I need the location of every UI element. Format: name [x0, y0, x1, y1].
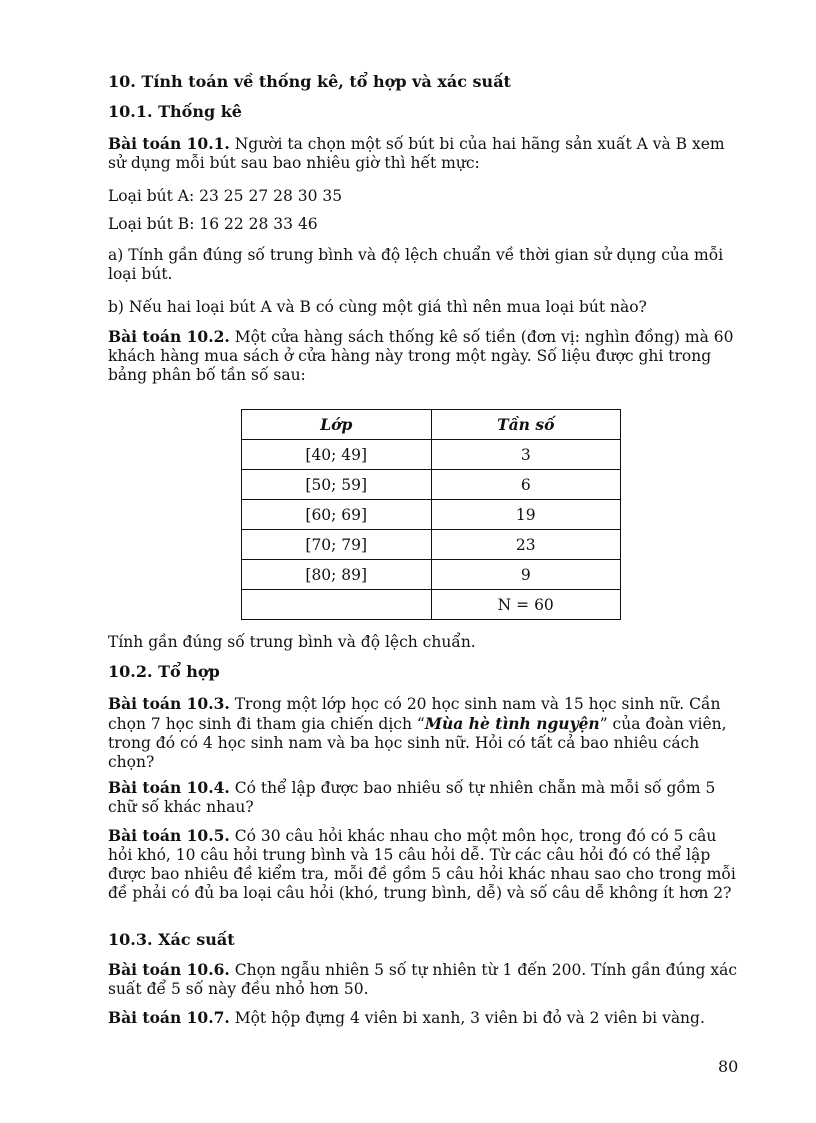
pen-b-data: Loại bút B: 16 22 28 33 46 [108, 215, 318, 233]
problem-text: Một cửa hàng sách thống kê số tiền (đơn vị: nghìn đồng) mà 60 khách hàng mua sách ở cửa hàng này trong một ngày. Số liệu được ghi trong bảng phân bố tần số sau: [108, 328, 734, 384]
table-row [242, 530, 621, 560]
problem-text: ” của đoàn viên, trong đó có 4 học sinh nam và ba học sinh nữ. Hỏi có tất cả bao nhiêu cách chọn? [108, 715, 727, 771]
problem-label: Bài toán 10.5. [108, 826, 230, 845]
table-cell: 9 [431, 560, 621, 590]
question-10-2: Tính gần đúng số trung bình và độ lệch chuẩn. [108, 633, 476, 651]
table-cell: 19 [431, 500, 621, 530]
table-cell: [70; 79] [242, 530, 432, 560]
question-10-1-b: b) Nếu hai loại bút A và B có cùng một giá thì nên mua loại bút nào? [108, 298, 647, 316]
table-cell-total: N = 60 [431, 590, 621, 620]
problem-10-6 [108, 960, 744, 999]
section-heading-10: 10. Tính toán về thống kê, tổ hợp và xác suất [108, 72, 511, 91]
problem-label: Bài toán 10.6. [108, 960, 230, 979]
problem-10-3 [108, 694, 744, 772]
page-number: 80 [718, 1057, 739, 1076]
table-cell: [60; 69] [242, 500, 432, 530]
table-row [242, 470, 621, 500]
problem-text: Người ta chọn một số bút bi của hai hãng sản xuất A và B xem sử dụng mỗi bút sau bao nhiêu giờ thì hết mực: [108, 135, 725, 172]
table-row [242, 500, 621, 530]
column-header-class: Lớp [242, 410, 432, 440]
section-heading-10-3: 10.3. Xác suất [108, 930, 235, 949]
table-cell: [50; 59] [242, 470, 432, 500]
problem-label: Bài toán 10.1. [108, 134, 230, 153]
section-heading-10-2: 10.2. Tổ hợp [108, 662, 220, 681]
problem-text: Chọn ngẫu nhiên 5 số tự nhiên từ 1 đến 200. Tính gần đúng xác suất để 5 số này đều nhỏ hơn 50. [108, 961, 738, 998]
column-header-frequency: Tần số [431, 410, 621, 440]
table-cell: 3 [431, 440, 621, 470]
problem-label: Bài toán 10.4. [108, 778, 230, 797]
problem-label: Bài toán 10.2. [108, 327, 230, 346]
table-row [242, 440, 621, 470]
problem-label: Bài toán 10.7. [108, 1008, 230, 1027]
problem-label: Bài toán 10.3. [108, 694, 230, 713]
problem-10-5 [108, 826, 744, 903]
table-cell: [80; 89] [242, 560, 432, 590]
problem-text: Một hộp đựng 4 viên bi xanh, 3 viên bi đỏ và 2 viên bi vàng. [229, 1009, 705, 1027]
problem-text: Trong một lớp học có 20 học sinh nam và 15 học sinh nữ. Cần chọn 7 học sinh đi tham gia chiến dịch “ [108, 695, 721, 733]
table-row [242, 590, 621, 620]
table-cell: 6 [431, 470, 621, 500]
table-cell [242, 590, 432, 620]
section-heading-10-1: 10.1. Thống kê [108, 102, 242, 121]
table-row [242, 560, 621, 590]
campaign-name: Mùa hè tình nguyện [424, 714, 600, 733]
problem-10-1 [108, 134, 744, 173]
table-header-row [242, 410, 621, 440]
pen-a-data: Loại bút A: 23 25 27 28 30 35 [108, 187, 343, 205]
table-cell: 23 [431, 530, 621, 560]
table-cell: [40; 49] [242, 440, 432, 470]
question-10-1-a: a) Tính gần đúng số trung bình và độ lệch chuẩn về thời gian sử dụng của mỗi loại bút. [108, 246, 724, 283]
problem-10-4 [108, 778, 744, 817]
problem-text: Có 30 câu hỏi khác nhau cho một môn học, trong đó có 5 câu hỏi khó, 10 câu hỏi trung bình và 15 câu hỏi dễ. Từ các câu hỏi đó có thể lập được bao nhiêu đề kiểm tra, mỗi đề gồm 5 câu hỏi khác nhau sao cho trong mỗi đề phải có đủ ba loại câu hỏi (khó, trung bình, dễ) và số câu dễ không ít hơn 2? [108, 827, 736, 902]
problem-10-2 [108, 327, 744, 385]
problem-10-7 [108, 1008, 744, 1028]
frequency-table [241, 409, 621, 620]
problem-text: Có thể lập được bao nhiêu số tự nhiên chẵn mà mỗi số gồm 5 chữ số khác nhau? [108, 779, 716, 816]
